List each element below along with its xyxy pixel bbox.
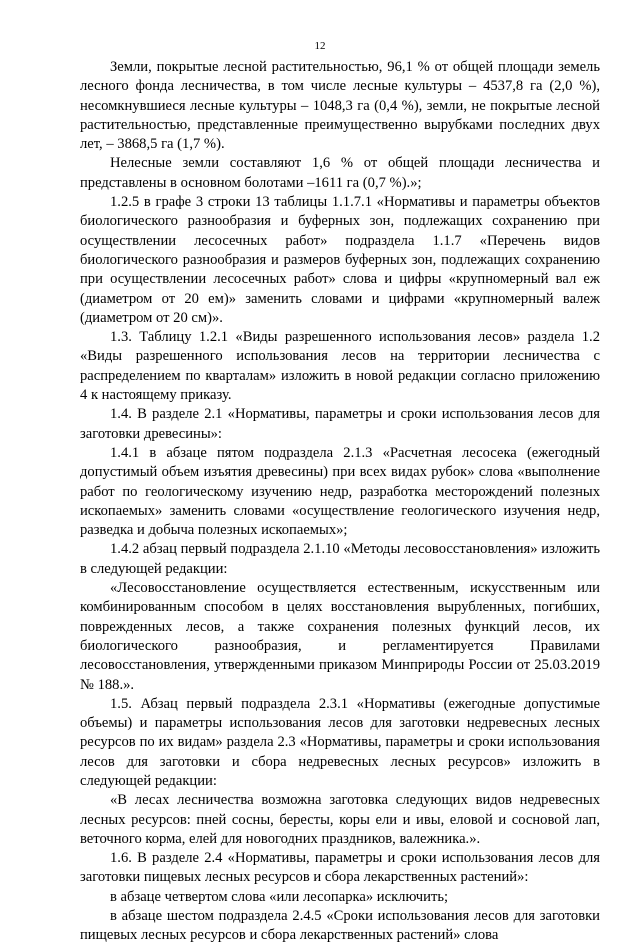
page-number: 12 [314,40,326,52]
paragraph: 1.4.2 абзац первый подраздела 2.1.10 «Методы лесовосстановления» изложить в следующей редакции: [80,541,600,577]
paragraph: 1.2.5 в графе 3 строки 13 таблицы 1.1.7.1 «Нормативы и параметры объектов биологического разнообразия и буферных зон, подлежащих сохранению при осуществлении лесосечных работ» подраздела 1.1.7 «Перечень видов биологического разнообразия и размеров буферных зон, подлежащих сохранению при осуществлении лесосечных работ» слова и цифры «крупномерный вал еж (диаметром от 20 ем)» заменить словами и цифрами «крупномерный валеж (диаметром от 20 см)». [80,194,600,326]
paragraph: 1.6. В разделе 2.4 «Нормативы, параметры и сроки использования лесов для заготовки пищевых лесных ресурсов и сбора лекарственных растений»: [80,850,600,886]
paragraph: Нелесные земли составляют 1,6 % от общей площади лесничества и представлены в основном болотами –1611 га (0,7 %).»; [80,155,600,191]
paragraph: в абзаце шестом подраздела 2.4.5 «Сроки использования лесов для заготовки пищевых лесных ресурсов и сбора лекарственных растений» слова [80,908,600,944]
document-body [80,58,600,946]
paragraph: 1.4.1 в абзаце пятом подраздела 2.1.3 «Расчетная лесосека (ежегодный допустимый объем изъятия древесины) при всех видах рубок» слова «выполнение работ по геологическому изучению недр, разработка месторождений полезных ископаемых» заменить словами «осуществление геологического изучения недр, разведка и добыча полезных ископаемых»; [80,444,600,539]
paragraph: «Лесовосстановление осуществляется естественным, искусственным или комбинированным способом в целях восстановления вырубленных, погибших, поврежденных лесов, а также сохранения полезных функций лесов, их биологического разнообразия, и регламентируется Правилами лесовосстановления, утвержденными приказом Минприроды России от 25.03.2019 № 188.». [80,580,600,693]
paragraph: «В лесах лесничества возможна заготовка следующих видов недревесных лесных ресурсов: пней сосны, бересты, коры ели и ивы, еловой и сосновой лап, веточного корма, елей для новогодних праздников, валежника.». [80,792,600,847]
paragraph: Земли, покрытые лесной растительностью, 96,1 % от общей площади земель лесного фонда лесничества, в том числе лесные культуры – 4537,8 га (2,0 %), несомкнувшиеся лесные культуры – 1048,3 га (0,4 %), земли, не покрытые лесной растительностью, представленные преимущественно вырубками последних двух лет, – 3868,5 га (1,7 %). [80,59,600,153]
paragraph: в абзаце четвертом слова «или лесопарка» исключить; [110,888,449,905]
paragraph: 1.3. Таблицу 1.2.1 «Виды разрешенного использования лесов» раздела 1.2 «Виды разрешенного использования лесов на территории лесничества с распределением по кварталам» изложить в новой редакции согласно приложению 4 к настоящему приказу. [80,329,600,404]
paragraph: 1.4. В разделе 2.1 «Нормативы, параметры и сроки использования лесов для заготовки древесины»: [80,406,600,442]
paragraph: 1.5. Абзац первый подраздела 2.3.1 «Нормативы (ежегодные допустимые объемы) и параметры использования лесов для заготовки недревесных лесных ресурсов по их видам» раздела 2.3 «Нормативы, параметры и сроки использования лесов для заготовки и сбора недревесных лесных ресурсов» изложить в следующей редакции: [80,695,600,789]
